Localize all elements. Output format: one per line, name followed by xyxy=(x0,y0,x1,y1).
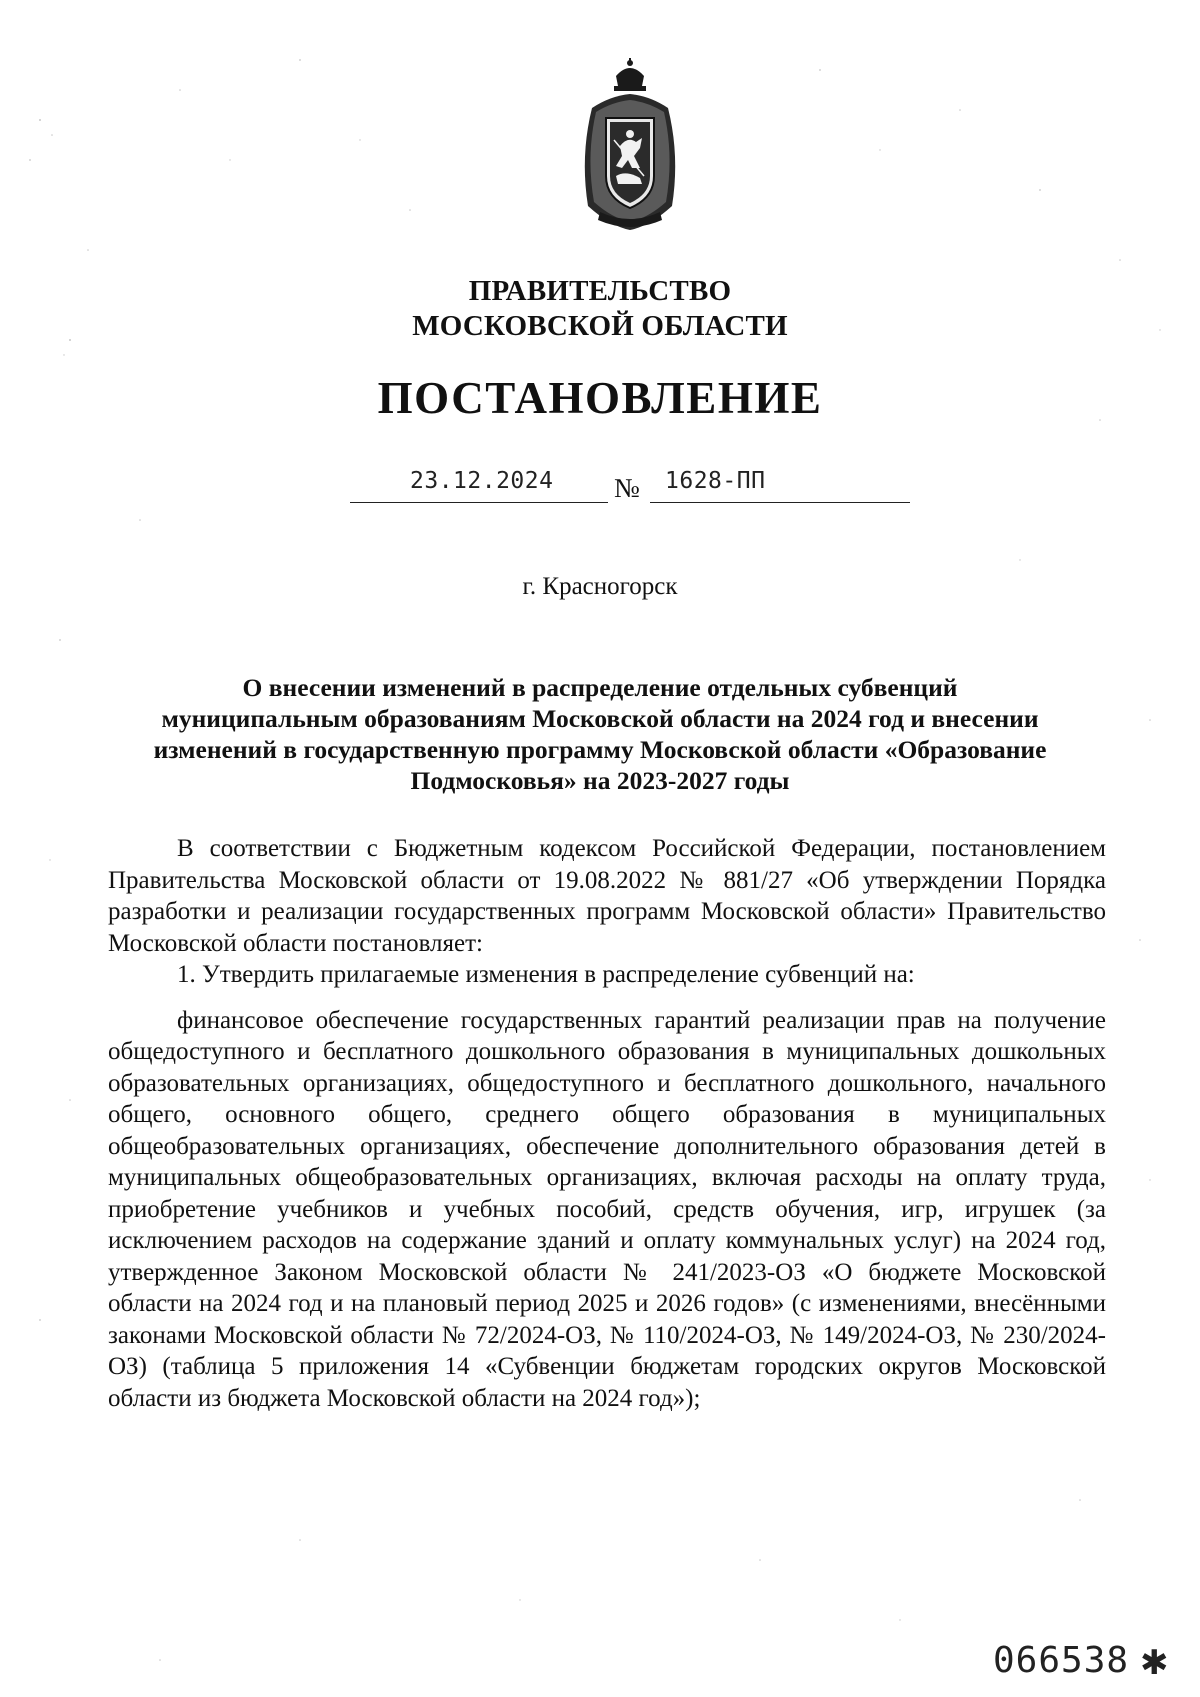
document-body xyxy=(108,833,1106,1414)
date-underline xyxy=(350,502,608,503)
clause-1-paragraph: 1. Утвердить прилагаемые изменения в распределение субвенций на: xyxy=(177,961,915,988)
document-date: 23.12.2024 xyxy=(410,468,554,494)
asterisk-mark-icon: ✱ xyxy=(1140,1645,1169,1682)
title-line: Подмосковья» на 2023-2027 годы xyxy=(410,766,790,795)
city-of-issue: г. Красногорск xyxy=(522,573,678,600)
document-title xyxy=(100,672,1100,796)
title-line: муниципальным образованиям Московской области на 2024 год и внесении xyxy=(161,704,1039,733)
preamble-paragraph: В соответствии с Бюджетным кодексом Российской Федерации, постановлением Правительства Московской области от 19.08.2022 № 881/27 «Об утверждении Порядка разработки и реализации государственных программ Московской области» Правительство Московской области постановляет: xyxy=(108,835,1106,957)
moscow-oblast-coat-of-arms-icon xyxy=(570,56,690,234)
number-underline xyxy=(650,502,910,503)
document-type-heading: ПОСТАНОВЛЕНИЕ xyxy=(377,373,823,423)
government-title-line-2: МОСКОВСКОЙ ОБЛАСТИ xyxy=(412,310,788,342)
title-line: О внесении изменений в распределение отдельных субвенций xyxy=(242,673,958,702)
serial-number: 066538 xyxy=(993,1640,1130,1681)
government-title-line-1: ПРАВИТЕЛЬСТВО xyxy=(468,275,732,307)
number-sign: № xyxy=(614,473,640,503)
document-number: 1628-ПП xyxy=(665,468,766,494)
title-line: изменений в государственную программу Московской области «Образование xyxy=(153,735,1047,764)
subvention-description-paragraph: финансовое обеспечение государственных гарантий реализации прав на получение общедоступного и бесплатного дошкольного образования в муниципальных дошкольных образовательных организациях, общедоступного и бесплатного дошкольного, начального общего, основного общего, среднего общего образования в муниципальных общеобразовательных организациях, обеспечение дополнительного образования детей в муниципальных общеобразовательных организациях, включая расходы на оплату труда, приобретение учебников и учебных пособий, средств обучения, игр, игрушек (за исключением расходов на содержание зданий и оплату коммунальных услуг) на 2024 год, утвержденное Законом Московской области № 241/2023-ОЗ «О бюджете Московской области на 2024 год и на плановый период 2025 и 2026 годов» (с изменениями, внесёнными законами Московской области № 72/2024-ОЗ, № 110/2024-ОЗ, № 149/2024-ОЗ, № 230/2024-ОЗ) (таблица 5 приложения 14 «Субвенции бюджетам городских округов Московской области из бюджета Московской области на 2024 год»); xyxy=(108,1006,1106,1412)
